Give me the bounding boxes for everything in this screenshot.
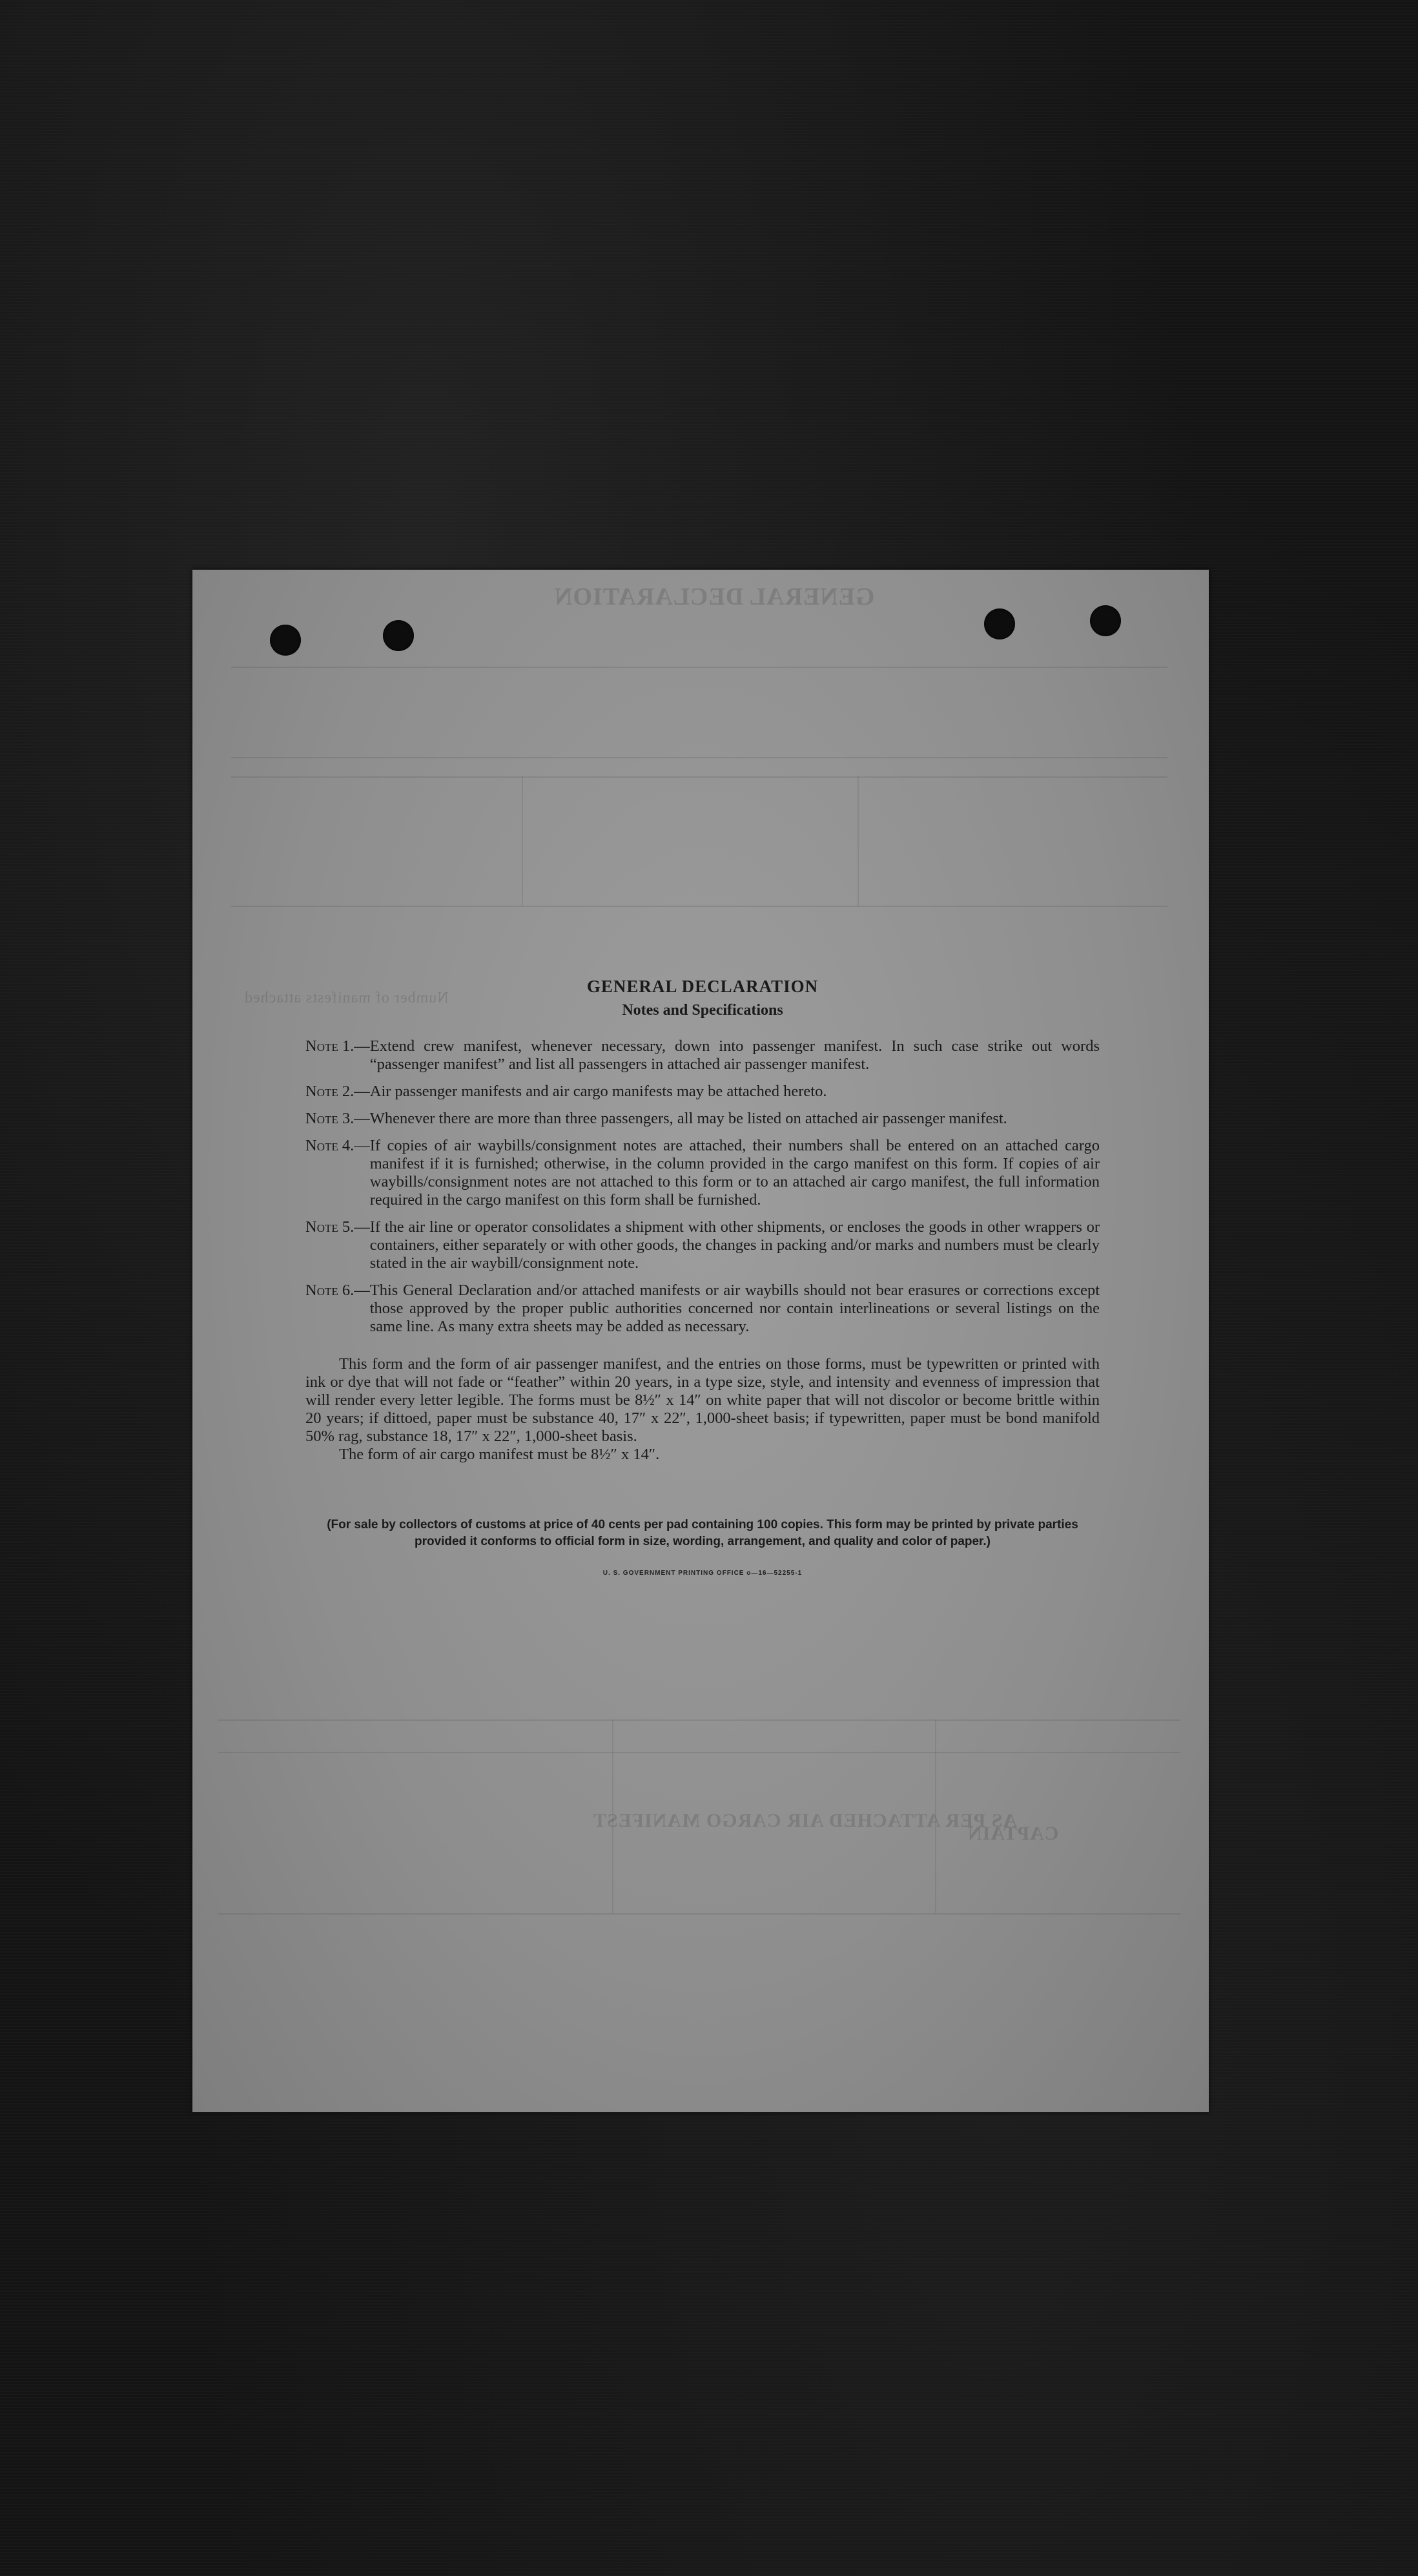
note-label: Note 6.— — [305, 1282, 370, 1299]
note-text: If the air line or operator consolidates a shipment with other shipments, or encloses the goods in other wrappers or containers, either separately or with other goods, the changes in packing and/or marks and numbers must be clearly stated in the air waybill/consignment note. — [369, 1218, 1100, 1272]
note-2 — [305, 1083, 1100, 1101]
cargo-manifest-size-line: The form of air cargo manifest must be 8½″ x 14″. — [339, 1446, 660, 1463]
note-1 — [305, 1037, 1100, 1074]
note-4 — [305, 1137, 1100, 1209]
printer-imprint: U. S. GOVERNMENT PRINTING OFFICE o—16—52255-1 — [602, 1570, 803, 1577]
document-subtitle: Notes and Specifications — [622, 1002, 783, 1019]
note-text: Extend crew manifest, whenever necessary, down into passenger manifest. In such case strike out words “passenger manifest” and list all passengers in attached air passenger manifest. — [369, 1037, 1100, 1073]
note-3 — [305, 1110, 1100, 1128]
note-5 — [305, 1218, 1100, 1272]
note-label: Note 2.— — [305, 1083, 370, 1100]
sale-notice: (For sale by collectors of customs at price of 40 cents per pad containing 100 copies. This form may be printed by private parties provided it conforms to official form in size, wording, arrangement, and quality and color of paper.) — [327, 1518, 1078, 1548]
declaration-body — [305, 977, 1100, 1577]
document-page: GENERAL DECLARATION Number of manifests attached CAPTAIN AS PER ATTACHED AIR CARGO MANIFEST GENERAL DECLARATION Notes and Specifications Note 1.— Extend crew manifest, whenever necessary, down into passenger manifest. In such case strike out words “passenger manifest” and list all passengers in attached air passenger manifest. Note 2.— Air passenger manifests and air cargo manifests may be attached hereto. Note 3.— Whenever there are more than three passengers, all may be listed on attached air passenger manifest. Note 4.— If copies of air waybills/consignment notes are attached, their numbers shall be entered on an attached cargo manifest if it is furnished; otherwise, in the column provided in the cargo manifest on this form. If copies of air waybills/consignment notes are not attached to this form or to an attached air cargo manifest, the full information required in the cargo manifest on this form shall be furnished. Note 5.— If the air line or operator consolidates a shipment with other shipments, or encloses the goods in other wrappers or containers, either separately or with other goods, the changes in packing and/or marks and numbers must be clearly stated in the air waybill/consignment note. Note 6.— This General Declaration and/or attached manifests or air waybills should not bear erasures or corrections except those approved by the proper public authorities concerned nor contain interlineations or several listings on the same line. As many extra sheets may be added as necessary. This form and the form of air passenger manifest, and the entries on those forms, must be typewritten or printed with ink or dye that will not fade or “feather” within 20 years, in a type size, style, and intensity and evenness of impression that will render every letter legible. The forms must be 8½″ x 14″ on white paper that will not discolor or become brittle within 20 years; if dittoed, paper must be substance 40, 17″ x 22″, 1,000-sheet basis; if typewritten, paper must be bond manifold 50% rag, substance 18, 17″ x 22″, 1,000-sheet basis. The form of air cargo manifest must be 8½″ x 14″. (For sale by collectors of customs at price of 40 cents per pad containing 100 copies. This form may be printed by private parties provided it conforms to official form in size, wording, arrangement, and quality and color of paper.) U. S. GOVERNMENT PRINTING OFFICE o—16—52255-1 — [192, 570, 1209, 2112]
document-title: GENERAL DECLARATION — [586, 977, 819, 996]
note-text: Air passenger manifests and air cargo manifests may be attached hereto. — [369, 1083, 827, 1100]
punch-hole — [383, 620, 414, 651]
note-label: Note 5.— — [305, 1218, 370, 1236]
note-text: If copies of air waybills/consignment notes are attached, their numbers shall be entered on an attached cargo manifest if it is furnished; otherwise, in the column provided in the cargo manifest on this form. If copies of air waybills/consignment notes are not attached to this form or to an attached air cargo manifest, the full information required in the cargo manifest on this form shall be furnished. — [369, 1137, 1100, 1209]
punch-hole — [270, 625, 301, 656]
punch-hole — [984, 608, 1015, 639]
note-6 — [305, 1282, 1100, 1336]
punch-hole — [1090, 605, 1121, 636]
note-label: Note 1.— — [305, 1037, 370, 1055]
note-label: Note 4.— — [305, 1137, 370, 1154]
form-specifications-paragraph: This form and the form of air passenger manifest, and the entries on those forms, must be typewritten or printed with ink or dye that will not fade or “feather” within 20 years, in a type size, style, and intensity and evenness of impression that will render every letter legible. The forms must be 8½″ x 14″ on white paper that will not discolor or become brittle within 20 years; if dittoed, paper must be substance 40, 17″ x 22″, 1,000-sheet basis; if typewritten, paper must be bond manifold 50% rag, substance 18, 17″ x 22″, 1,000-sheet basis. — [305, 1355, 1100, 1445]
note-text: This General Declaration and/or attached manifests or air waybills should not bear erasures or corrections except those approved by the proper public authorities concerned nor contain interlineations or several listings on the same line. As many extra sheets may be added as necessary. — [369, 1282, 1100, 1335]
note-label: Note 3.— — [305, 1110, 370, 1127]
note-text: Whenever there are more than three passengers, all may be listed on attached air passenger manifest. — [369, 1110, 1007, 1127]
